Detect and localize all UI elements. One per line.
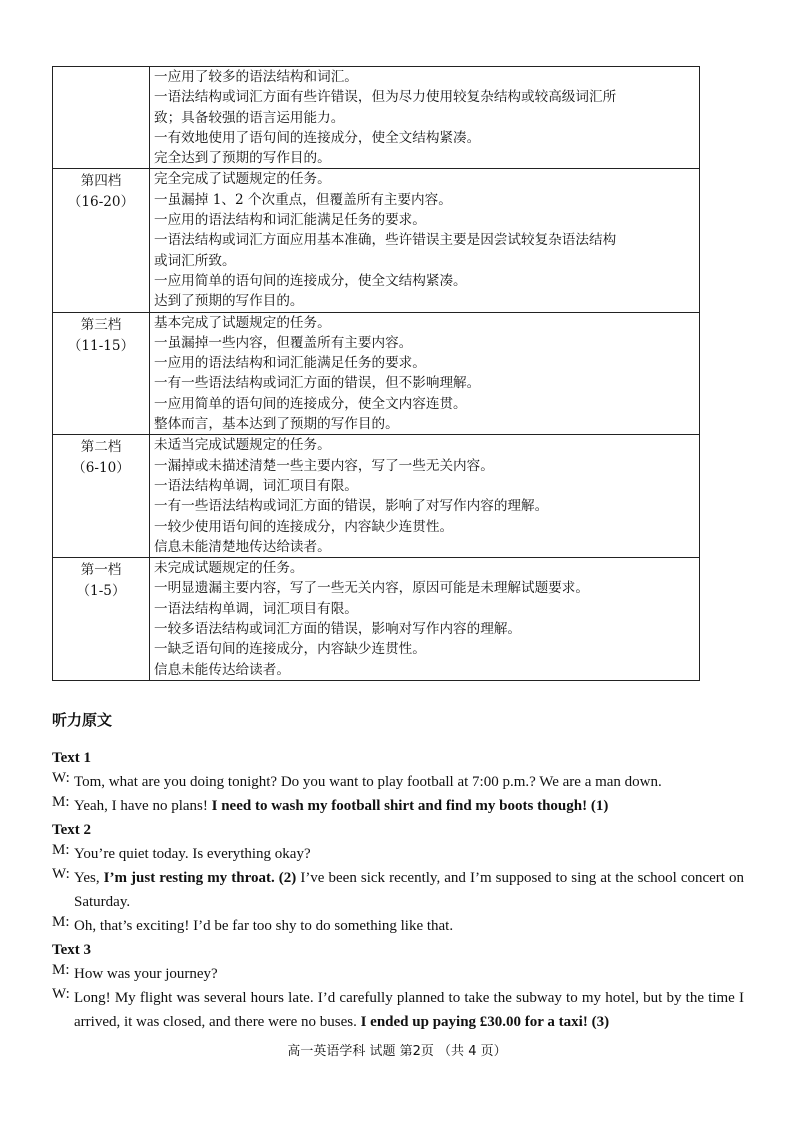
rubric-criterion-line: 未适当完成试题规定的任务。 — [154, 437, 331, 454]
rubric-description-cell — [150, 67, 700, 169]
turn-text — [74, 866, 744, 914]
speaker-label: M: — [52, 962, 70, 978]
turn-text — [74, 986, 744, 1034]
rubric-level-name: 第一档 — [80, 562, 122, 579]
turn-plain: Long! My flight was several hours late. I’d carefully planned to take the subway to my hotel, but by the time I arrived, it was closed, and there were no buses. — [74, 990, 744, 1030]
rubric-level-cell — [53, 312, 150, 435]
rubric-criterion-line: 一虽漏掉一些内容，但覆盖所有主要内容。 — [154, 334, 413, 351]
text2-title: Text 2 — [52, 822, 92, 838]
rubric-criterion-line: 一有一些语法结构或词汇方面的错误，但不影响理解。 — [154, 375, 481, 392]
rubric-criterion-line: 一语法结构或词汇方面有些许错误，但为尽力使用较复杂结构或较高级词汇所 — [154, 89, 617, 106]
answer-key-1: I need to wash my football shirt and find my boots though! (1) — [211, 798, 609, 814]
rubric-level-cell — [53, 67, 150, 169]
rubric-row — [53, 67, 700, 169]
rubric-description-cell — [150, 169, 700, 312]
rubric-level-range: （6-10） — [72, 460, 130, 477]
text1-turn-m — [52, 794, 744, 818]
speaker-label: M: — [52, 842, 70, 858]
speaker-label: W: — [52, 770, 70, 786]
text3-turn-w — [52, 986, 744, 1034]
rubric-criterion-line: 完全达到了预期的写作目的。 — [154, 150, 331, 167]
text2-turn-m1 — [52, 842, 744, 866]
rubric-description-cell — [150, 312, 700, 435]
rubric-criterion-line: 一应用的语法结构和词汇能满足任务的要求。 — [154, 212, 426, 229]
rubric-level-cell — [53, 558, 150, 681]
rubric-row — [53, 312, 700, 435]
turn-text — [74, 794, 744, 818]
rubric-criterion-line: 一虽漏掉 1、2 个次重点，但覆盖所有主要内容。 — [154, 191, 452, 208]
rubric-row — [53, 558, 700, 681]
rubric-criterion-line: 达到了预期的写作目的。 — [154, 293, 304, 310]
rubric-level-name: 第三档 — [80, 316, 122, 333]
turn-text: Tom, what are you doing tonight? Do you want to play football at 7:00 p.m.? We are a man down. — [74, 774, 662, 790]
rubric-criterion-line: 一语法结构单调，词汇项目有限。 — [154, 477, 358, 494]
rubric-criterion-line: 致；具备较强的语言运用能力。 — [154, 109, 345, 126]
rubric-level-cell — [53, 435, 150, 558]
turn-text: How was your journey? — [74, 966, 218, 982]
rubric-criterion-line: 一较少使用语句间的连接成分，内容缺少连贯性。 — [154, 518, 454, 535]
turn-text: You’re quiet today. Is everything okay? — [74, 846, 311, 862]
turn-plain: I’ve been sick recently, and I’m supposed to sing at the school concert on Saturday. — [74, 870, 745, 910]
rubric-criterion-line: 基本完成了试题规定的任务。 — [154, 314, 331, 331]
rubric-criterion-line: 一应用的语法结构和词汇能满足任务的要求。 — [154, 355, 426, 372]
rubric-criterion-line: 信息未能清楚地传达给读者。 — [154, 538, 331, 555]
rubric-level-name: 第二档 — [80, 439, 122, 456]
turn-plain: Yes, — [74, 870, 104, 886]
rubric-row — [53, 169, 700, 312]
rubric-criterion-line: 一有效地使用了语句间的连接成分，使全文结构紧凑。 — [154, 129, 481, 146]
scoring-rubric-table — [52, 66, 700, 681]
text3-turn-m — [52, 962, 744, 986]
rubric-criterion-line: 信息未能传达给读者。 — [154, 661, 290, 678]
rubric-level-range: （16-20） — [67, 194, 135, 211]
rubric-criterion-line: 或词汇所致。 — [154, 252, 236, 269]
answer-key-2: I’m just resting my throat. (2) — [103, 870, 297, 886]
turn-plain: Yeah, I have no plans! — [74, 798, 212, 814]
rubric-criterion-line: 一应用简单的语句间的连接成分，使全文结构紧凑。 — [154, 272, 467, 289]
rubric-criterion-line: 完全完成了试题规定的任务。 — [154, 171, 331, 188]
speaker-label: M: — [52, 914, 70, 930]
rubric-criterion-line: 一语法结构或词汇方面应用基本准确，些许错误主要是因尝试较复杂语法结构 — [154, 232, 617, 249]
rubric-row — [53, 435, 700, 558]
rubric-criterion-line: 一明显遗漏主要内容，写了一些无关内容，原因可能是未理解试题要求。 — [154, 580, 589, 597]
listening-heading: 听力原文 — [52, 711, 113, 729]
rubric-criterion-line: 一缺乏语句间的连接成分，内容缺少连贯性。 — [154, 641, 426, 658]
rubric-criterion-line: 整体而言，基本达到了预期的写作目的。 — [154, 416, 399, 433]
rubric-level-cell — [53, 169, 150, 312]
rubric-criterion-line: 未完成试题规定的任务。 — [154, 560, 304, 577]
rubric-level-range: （11-15） — [67, 337, 135, 354]
rubric-description-cell — [150, 435, 700, 558]
rubric-criterion-line: 一应用了较多的语法结构和词汇。 — [154, 69, 358, 85]
rubric-criterion-line: 一应用简单的语句间的连接成分，使全文内容连贯。 — [154, 395, 467, 412]
text3-title: Text 3 — [52, 942, 92, 958]
speaker-label: W: — [52, 866, 70, 882]
rubric-criterion-line: 一语法结构单调，词汇项目有限。 — [154, 600, 358, 617]
text1-turn-w — [52, 770, 744, 794]
answer-key-3: I ended up paying £30.00 for a taxi! (3) — [360, 1014, 610, 1030]
text2-turn-m2 — [52, 914, 744, 938]
rubric-criterion-line: 一漏掉或未描述清楚一些主要内容，写了一些无关内容。 — [154, 457, 494, 474]
text2-turn-w — [52, 866, 744, 914]
rubric-level-range: （1-5） — [76, 583, 126, 600]
speaker-label: M: — [52, 794, 70, 810]
speaker-label: W: — [52, 986, 70, 1002]
rubric-criterion-line: 一较多语法结构或词汇方面的错误，影响对写作内容的理解。 — [154, 621, 522, 638]
rubric-criterion-line: 一有一些语法结构或词汇方面的错误，影响了对写作内容的理解。 — [154, 498, 549, 515]
listening-transcript — [52, 746, 744, 1034]
rubric-description-cell — [150, 558, 700, 681]
turn-text: Oh, that’s exciting! I’d be far too shy to do something like that. — [74, 918, 454, 934]
rubric-level-name: 第四档 — [80, 173, 122, 190]
page-footer: 高一英语学科 试题 第2页 （共 4 页） — [287, 1044, 507, 1059]
text1-title: Text 1 — [52, 750, 92, 766]
